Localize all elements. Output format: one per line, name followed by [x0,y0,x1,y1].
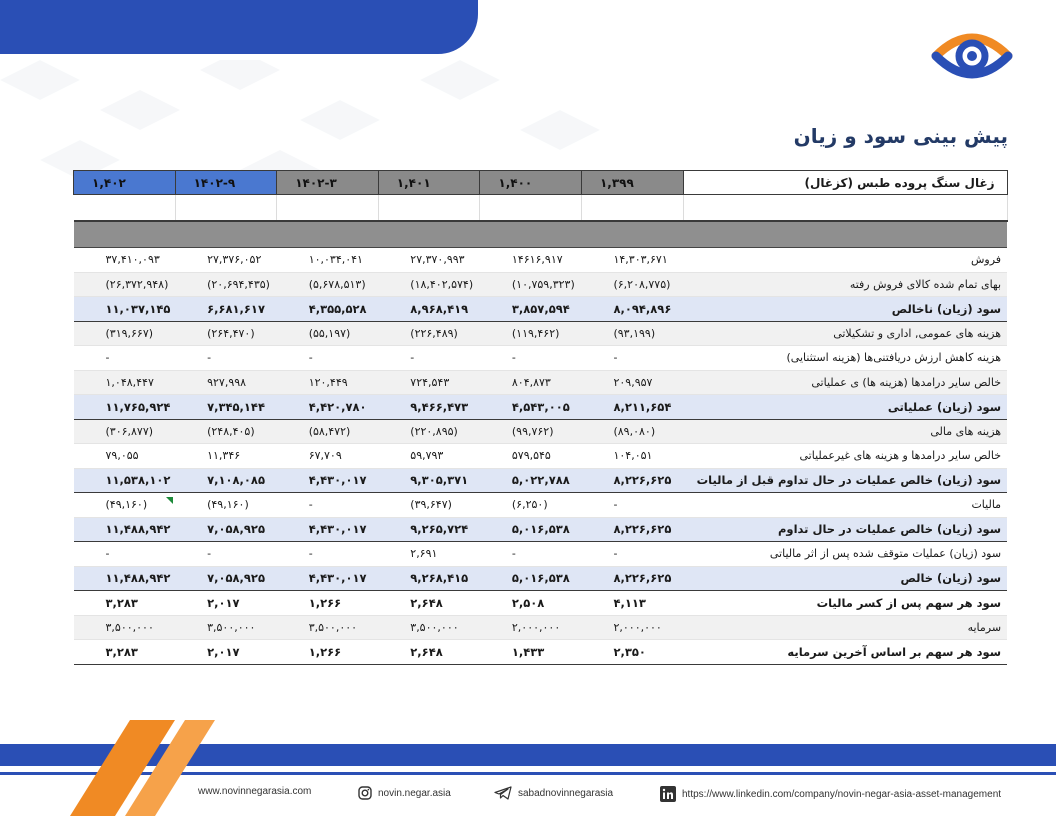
table-cell: - [277,542,379,567]
table-cell: ۶۷,۷۰۹ [277,444,379,469]
table-row [74,640,1008,665]
row-label: هزینه کاهش ارزش دریافتنی‌ها (هزینه استثنایی) [683,346,1007,371]
row-label: فروش [683,248,1007,273]
table-row [74,493,1008,518]
table-cell: ۳۷,۴۱۰,۰۹۳ [74,248,176,273]
table-cell: ۹,۳۰۵,۳۷۱ [378,468,480,493]
header-row [74,171,1008,195]
row-label: سود هر سهم پس از کسر مالیات [683,591,1007,616]
instagram-icon [358,786,372,800]
table-cell: - [277,493,379,518]
table-row [74,444,1008,469]
table-cell: ۳,۲۸۳ [74,591,176,616]
column-header: ۱,۳۹۹ [581,171,683,195]
row-label: سود (زیان) ناخالص [683,297,1007,322]
table-cell: ۱۲۰,۴۴۹ [277,370,379,395]
table-cell: - [74,542,176,567]
table-cell: ۸,۰۹۴,۸۹۶ [581,297,683,322]
table-cell: ۹,۲۶۵,۷۲۴ [378,517,480,542]
table-cell: (۹۳,۱۹۹) [581,321,683,346]
company-name: زغال سنگ پروده طبس (کزغال) [683,171,1007,195]
table-cell: ۵۹,۷۹۳ [378,444,480,469]
table-cell: ۲,۰۰۰,۰۰۰ [480,615,582,640]
table-cell: ۱۱,۴۸۸,۹۴۲ [74,517,176,542]
table-cell: ۷۲۴,۵۴۳ [378,370,480,395]
table-cell: ۲,۰۰۰,۰۰۰ [581,615,683,640]
table-cell: ۴,۴۳۰,۰۱۷ [277,517,379,542]
table-cell: ۳,۵۰۰,۰۰۰ [74,615,176,640]
table-body [74,248,1008,665]
table-cell: (۲۶,۳۷۲,۹۴۸) [74,272,176,297]
table-cell: ۴,۴۳۰,۰۱۷ [277,468,379,493]
table-cell: - [378,346,480,371]
table-cell: (۲۴۸,۴۰۵) [175,419,277,444]
row-label: سود (زیان) خالص [683,566,1007,591]
table-cell: (۹۹,۷۶۲) [480,419,582,444]
table-cell: ۱۱,۷۶۵,۹۲۴ [74,395,176,420]
table-cell: (۵,۶۷۸,۵۱۳) [277,272,379,297]
top-header-band [0,0,478,54]
table-cell: ۸,۹۶۸,۴۱۹ [378,297,480,322]
table-cell: ۸,۲۱۱,۶۵۴ [581,395,683,420]
table-cell: ۲,۶۴۸ [378,640,480,665]
table-cell: - [480,542,582,567]
income-statement-table [73,170,1007,665]
table-cell: (۲۰,۶۹۴,۴۳۵) [175,272,277,297]
footer-telegram[interactable] [494,786,613,800]
table-cell: - [175,542,277,567]
table-row [74,272,1008,297]
table-cell: ۳,۵۰۰,۰۰۰ [175,615,277,640]
table-cell: ۱۱,۵۳۸,۱۰۲ [74,468,176,493]
table-cell: ۵,۰۱۶,۵۳۸ [480,566,582,591]
table-cell: (۴۹,۱۶۰) [175,493,277,518]
comment-indicator [166,497,173,504]
table-cell: ۷,۱۰۸,۰۸۵ [175,468,277,493]
table-cell: ۲,۳۵۰ [581,640,683,665]
table-cell: ۶,۶۸۱,۶۱۷ [175,297,277,322]
table-cell: ۱۰,۰۳۴,۰۴۱ [277,248,379,273]
table-row [74,248,1008,273]
table-cell: ۹,۲۶۸,۴۱۵ [378,566,480,591]
row-label: سود (زیان) خالص عملیات در حال تداوم [683,517,1007,542]
table-cell: ۴,۴۲۰,۷۸۰ [277,395,379,420]
table-cell: (۳۰۶,۸۷۷) [74,419,176,444]
linkedin-icon [660,786,676,802]
table-cell: ۲,۶۹۱ [378,542,480,567]
table-cell: ۴,۴۳۰,۰۱۷ [277,566,379,591]
table-cell: ۷۹,۰۵۵ [74,444,176,469]
table-cell: - [277,346,379,371]
footer-linkedin[interactable] [660,786,1001,802]
table-cell: ۴,۵۴۳,۰۰۵ [480,395,582,420]
table-row [74,395,1008,420]
table-cell: ۱۰۴,۰۵۱ [581,444,683,469]
linkedin-url[interactable]: https://www.linkedin.com/company/novin-negar-asia-asset-management [682,788,1002,800]
table-row [74,591,1008,616]
footer-instagram[interactable] [358,786,451,800]
table-cell: ۲,۵۰۸ [480,591,582,616]
table-row [74,297,1008,322]
table-cell: ۱,۰۴۸,۴۴۷ [74,370,176,395]
table-cell: ۲,۰۱۷ [175,591,277,616]
table-cell: ۹,۴۶۶,۴۷۳ [378,395,480,420]
row-label: سود (زیان) عملیاتی [683,395,1007,420]
row-label: هزینه های مالی [683,419,1007,444]
column-header: ۱,۴۰۲ [74,171,176,195]
row-label: خالص سایر درامدها و هزینه های غیرعملیاتی [683,444,1007,469]
row-label: سود (زیان) عملیات متوقف شده پس از اثر مالیاتی [683,542,1007,567]
row-label: سود (زیان) خالص عملیات در حال تداوم قبل از مالیات [683,468,1007,493]
table-cell: ۳,۵۰۰,۰۰۰ [277,615,379,640]
table-cell: ۱۱,۳۴۶ [175,444,277,469]
footer-bar [0,776,1056,816]
row-label: بهای تمام شده کالای فروش رفته [683,272,1007,297]
table-row [74,517,1008,542]
table-cell: ۹۲۷,۹۹۸ [175,370,277,395]
table-cell: ۸۰۴,۸۷۳ [480,370,582,395]
table-cell: ۳,۲۸۳ [74,640,176,665]
table-cell: (۱۱۹,۴۶۲) [480,321,582,346]
table-row [74,615,1008,640]
table-row [74,346,1008,371]
table-cell: ۲۷,۳۷۶,۰۵۲ [175,248,277,273]
column-header: ۱,۴۰۰ [480,171,582,195]
table-cell: - [480,346,582,371]
table-cell: (۳۹,۶۴۷) [378,493,480,518]
column-header: ۱۴۰۲-۹ [175,171,277,195]
table-cell: ۱۴,۳۰۳,۶۷۱ [581,248,683,273]
table-cell: ۳,۵۰۰,۰۰۰ [378,615,480,640]
table-cell: ۵,۰۲۲,۷۸۸ [480,468,582,493]
column-header: ۱,۴۰۱ [378,171,480,195]
table-cell: ۷,۳۴۵,۱۴۴ [175,395,277,420]
table-row [74,419,1008,444]
footer-website[interactable] [198,786,311,797]
table-cell: ۳,۸۵۷,۵۹۴ [480,297,582,322]
table-cell: ۱,۲۶۶ [277,640,379,665]
instagram-handle[interactable]: novin.negar.asia [378,787,451,799]
table-cell: ۱۱,۰۳۷,۱۴۵ [74,297,176,322]
table-cell: ۲,۰۱۷ [175,640,277,665]
table-row [74,468,1008,493]
table-cell: ۸,۲۲۶,۶۲۵ [581,566,683,591]
table-cell: ۱,۴۳۳ [480,640,582,665]
table-cell: ۴,۱۱۳ [581,591,683,616]
column-header: ۱۴۰۲-۳ [277,171,379,195]
table-cell: ۸,۲۲۶,۶۲۵ [581,468,683,493]
table-row [74,542,1008,567]
table-cell: ۴,۳۵۵,۵۲۸ [277,297,379,322]
table-row [74,321,1008,346]
table-cell: ۷,۰۵۸,۹۲۵ [175,517,277,542]
table-cell: (۱۸,۴۰۲,۵۷۴) [378,272,480,297]
table-cell: - [175,346,277,371]
website-link[interactable]: www.novinnegarasia.com [198,786,312,797]
table-cell: (۲۲۰,۸۹۵) [378,419,480,444]
table-cell: (۳۱۹,۶۶۷) [74,321,176,346]
telegram-handle[interactable]: sabadnovinnegarasia [518,787,614,799]
table-cell: ۱۴۶۱۶,۹۱۷ [480,248,582,273]
table-cell: (۱۰,۷۵۹,۳۲۳) [480,272,582,297]
table-cell: ۲۰۹,۹۵۷ [581,370,683,395]
table-cell: (۵۸,۴۷۲) [277,419,379,444]
table-cell: - [74,346,176,371]
table-cell: - [581,493,683,518]
table-cell: - [581,542,683,567]
blank-spacer-row [74,195,1008,221]
page-title: پیش بینی سود و زیان [793,124,1008,148]
table-cell: ۱,۲۶۶ [277,591,379,616]
table-cell: ۵,۰۱۶,۵۳۸ [480,517,582,542]
table-cell: ۸,۲۲۶,۶۲۵ [581,517,683,542]
gray-band-row [74,221,1008,248]
table-cell: (۴۹,۱۶۰) [74,493,176,518]
table-cell: ۲,۶۴۸ [378,591,480,616]
table-cell: (۶,۲۵۰) [480,493,582,518]
table-cell: (۶,۲۰۸,۷۷۵) [581,272,683,297]
table-row [74,566,1008,591]
table-cell: (۲۲۶,۴۸۹) [378,321,480,346]
table-cell: (۵۵,۱۹۷) [277,321,379,346]
row-label: مالیات [683,493,1007,518]
table-cell: ۲۷,۳۷۰,۹۹۳ [378,248,480,273]
row-label: سود هر سهم بر اساس آخرین سرمایه [683,640,1007,665]
table-cell: ۱۱,۴۸۸,۹۴۲ [74,566,176,591]
telegram-icon [494,786,512,800]
table-cell: (۲۶۴,۴۷۰) [175,321,277,346]
table-cell: - [581,346,683,371]
row-label: هزینه های عمومی, اداری و تشکیلاتی [683,321,1007,346]
row-label: سرمایه [683,615,1007,640]
row-label: خالص سایر درامدها (هزینه ها) ی عملیاتی [683,370,1007,395]
table-cell: ۷,۰۵۸,۹۲۵ [175,566,277,591]
table-row [74,370,1008,395]
table-cell: ۵۷۹,۵۴۵ [480,444,582,469]
eye-logo-icon [928,16,1016,96]
table-cell: (۸۹,۰۸۰) [581,419,683,444]
